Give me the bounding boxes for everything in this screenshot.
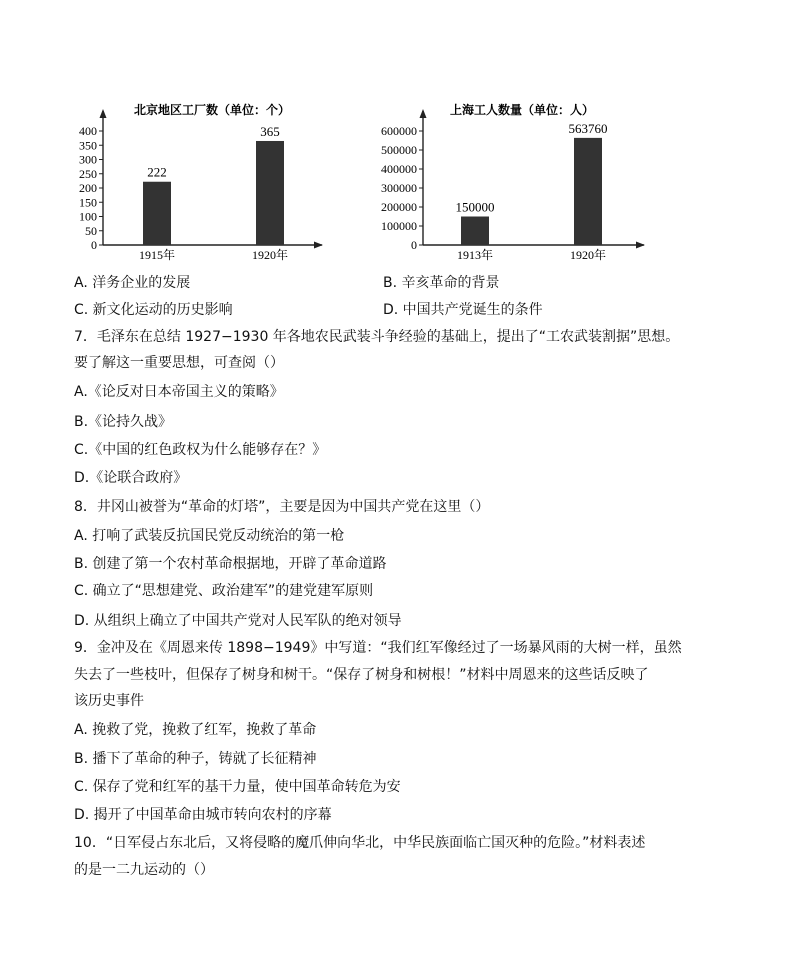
chart-svg [70, 96, 340, 266]
q7-stem-line1: 7．毛泽东在总结 1927−1930 年各地农民武装斗争经验的基础上，提出了“工农武装割据”思想。 [74, 329, 680, 345]
y-tick-label: 500000 [381, 143, 417, 157]
bar-value-label: 150000 [455, 199, 495, 215]
y-tick-label: 0 [91, 238, 97, 252]
q8-option-a: A. 打响了武装反抗国民党反动统治的第一枪 [74, 528, 345, 544]
x-category-label: 1920年 [569, 248, 607, 262]
q7-option-a: A.《论反对日本帝国主义的策略》 [74, 384, 284, 400]
y-tick-label: 100000 [381, 219, 417, 233]
q9-option-b: B. 播下了革命的种子，铸就了长征精神 [74, 751, 317, 767]
bar-value-label: 222 [147, 164, 167, 180]
bar [256, 141, 284, 245]
x-category-label: 1915年 [138, 248, 176, 262]
y-tick-label: 300000 [381, 181, 417, 195]
x-axis-arrow [636, 242, 645, 249]
y-tick-label: 200000 [381, 200, 417, 214]
bar-value-label: 563760 [568, 120, 608, 136]
q10-stem-line1: 10．“日军侵占东北后，又将侵略的魔爪伸向华北，中华民族面临亡国灭种的危险。”材料表述 [74, 835, 646, 851]
q8-option-c: C. 确立了“思想建党、政治建军”的建党建军原则 [74, 583, 374, 599]
chart-beijing-factories [70, 96, 340, 266]
q7-option-c: C.《中国的红色政权为什么能够存在？》 [74, 442, 327, 458]
q9-option-a: A. 挽救了党，挽救了红军，挽救了革命 [74, 722, 317, 738]
q8-stem: 8．井冈山被誉为“革命的灯塔”，主要是因为中国共产党在这里（） [74, 499, 490, 515]
bar [461, 217, 489, 246]
q7-stem-line2: 要了解这一重要思想，可查阅（） [74, 355, 284, 371]
chart-title: 上海工人数量（单位：人） [449, 103, 595, 117]
y-tick-label: 250 [79, 166, 97, 181]
q9-stem-line1: 9．金冲及在《周恩来传 1898−1949》中写道：“我们红军像经过了一场暴风雨的大树一样，虽然 [74, 640, 682, 656]
y-tick-label: 400 [79, 124, 97, 138]
bar [574, 138, 602, 245]
y-axis-arrow [100, 109, 107, 118]
y-tick-label: 150 [79, 195, 97, 210]
x-category-label: 1913年 [456, 248, 494, 262]
chart-shanghai-workers [370, 96, 660, 266]
x-axis-arrow [314, 242, 323, 249]
q6-option-b: B. 辛亥革命的背景 [383, 275, 500, 291]
q9-option-d: D. 揭开了中国革命由城市转向农村的序幕 [74, 807, 332, 823]
q8-option-d: D. 从组织上确立了中国共产党对人民军队的绝对领导 [74, 613, 402, 629]
x-category-label: 1920年 [251, 248, 289, 262]
bar-value-label: 365 [260, 123, 280, 139]
bar [143, 182, 171, 245]
chart-svg [370, 96, 660, 266]
q6-option-a: A. 洋务企业的发展 [74, 275, 191, 291]
q7-option-d: D.《论联合政府》 [74, 470, 188, 486]
q10-stem-line2: 的是一二九运动的（） [74, 862, 214, 878]
y-tick-label: 0 [411, 238, 417, 252]
y-tick-label: 50 [85, 223, 97, 238]
q9-option-c: C. 保存了党和红军的基干力量，使中国革命转危为安 [74, 779, 401, 795]
q7-option-b: B.《论持久战》 [74, 414, 173, 430]
y-tick-label: 600000 [381, 124, 417, 138]
q9-stem-line2: 失去了一些枝叶，但保存了树身和树干。“保存了树身和树根！”材料中周恩来的这些话反映了 [74, 667, 649, 683]
y-tick-label: 200 [79, 181, 97, 195]
q6-option-c: C. 新文化运动的历史影响 [74, 302, 233, 318]
chart-title: 北京地区工厂数（单位：个） [133, 103, 291, 117]
y-tick-label: 400000 [381, 162, 417, 176]
q9-stem-line3: 该历史事件 [74, 693, 144, 709]
q8-option-b: B. 创建了第一个农村革命根据地，开辟了革命道路 [74, 556, 387, 572]
y-tick-label: 300 [79, 152, 97, 167]
y-axis-arrow [420, 109, 427, 118]
y-tick-label: 100 [79, 209, 97, 224]
y-tick-label: 350 [79, 138, 97, 153]
q6-option-d: D. 中国共产党诞生的条件 [383, 302, 543, 318]
